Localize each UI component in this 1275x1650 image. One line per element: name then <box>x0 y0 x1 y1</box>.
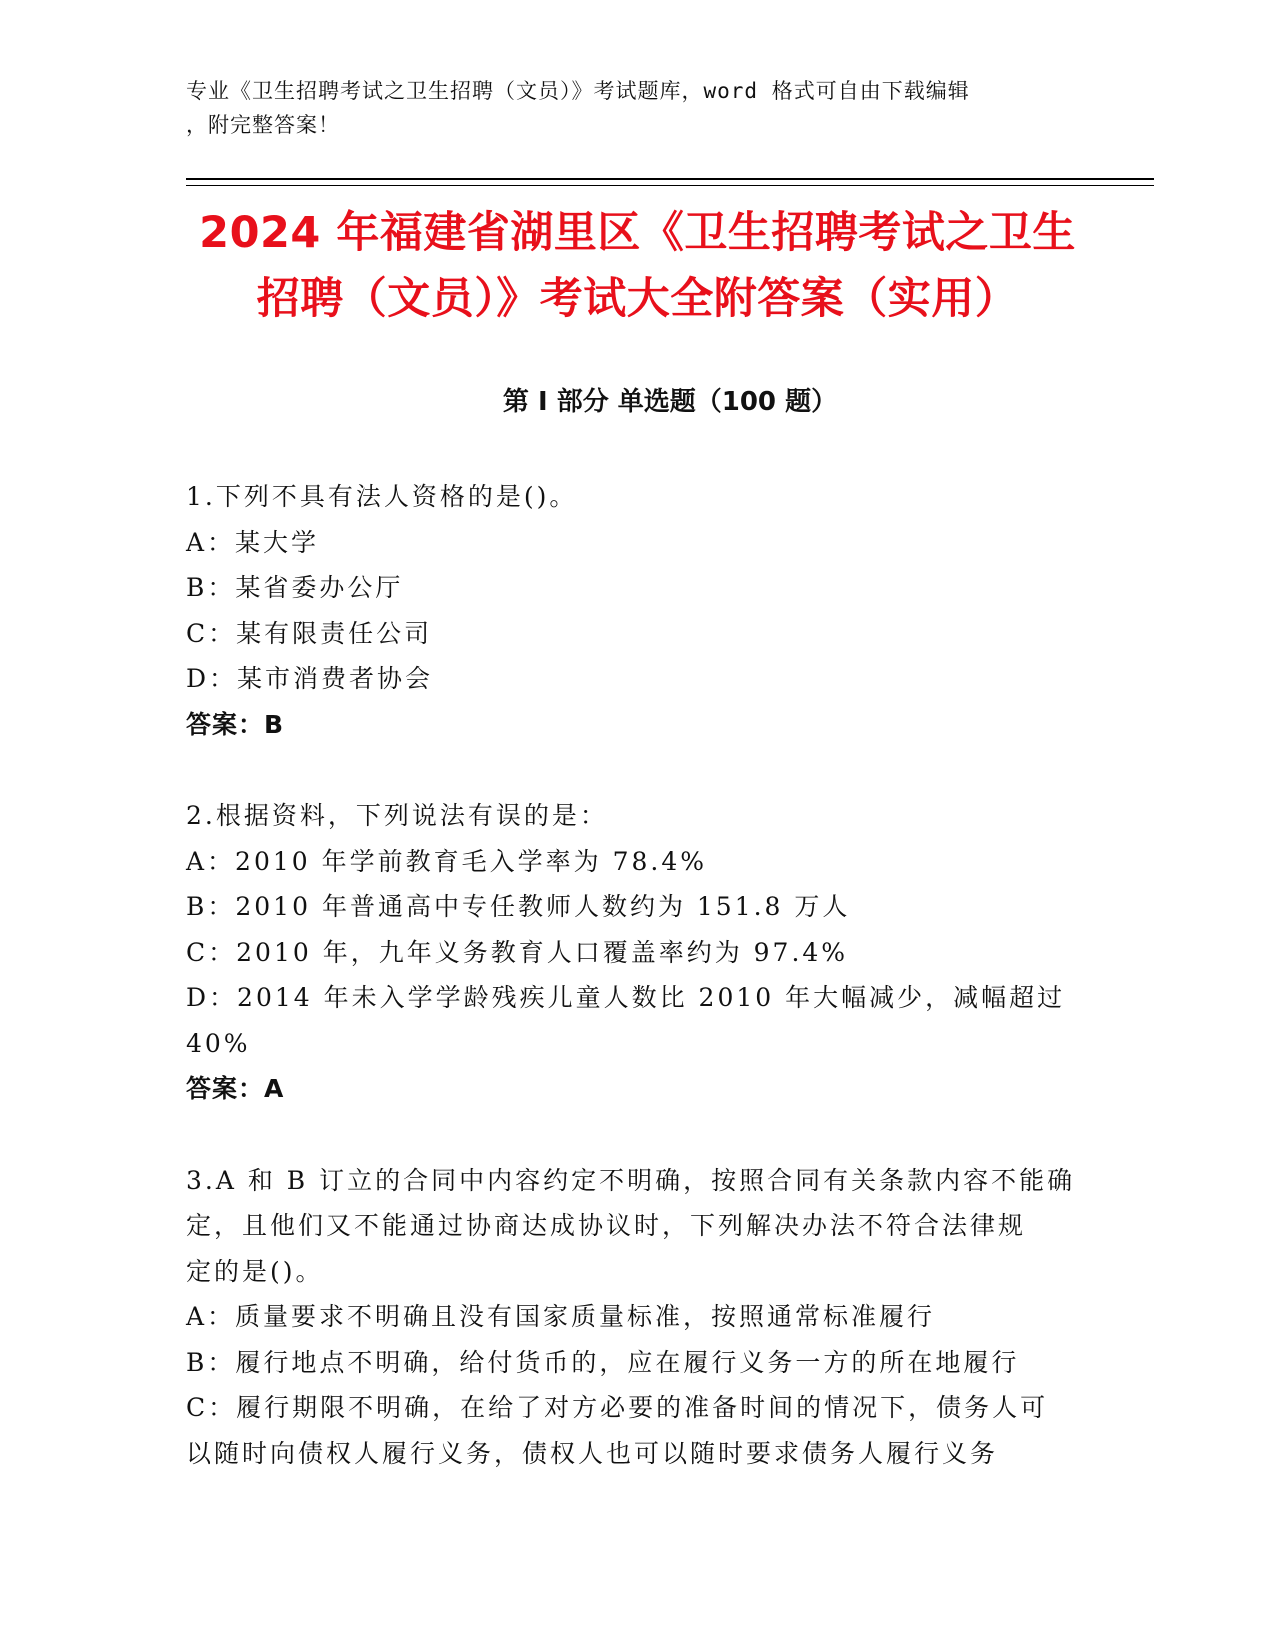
title-line: 2024 年福建省湖里区《卫生招聘考试之卫生 <box>199 208 1076 258</box>
header-note <box>186 74 1066 142</box>
answer-option: 40% <box>186 1028 251 1058</box>
answer-key: 答案：B <box>186 709 285 739</box>
answer-option: C：履行期限不明确，在给了对方必要的准备时间的情况下，债务人可 <box>186 1393 1049 1422</box>
section-heading: 第 I 部分 单选题（100 题） <box>502 387 838 417</box>
answer-option: A：某大学 <box>186 527 320 557</box>
answer-key: 答案：A <box>186 1074 285 1103</box>
question-stem: 3.A 和 B 订立的合同中内容约定不明确，按照合同有关条款内容不能确 <box>186 1165 1076 1195</box>
title-line: 招聘（文员）》考试大全附答案（实用） <box>256 274 1019 324</box>
answer-option: D：2014 年未入学学龄残疾儿童人数比 2010 年大幅减少，减幅超过 <box>186 983 1066 1012</box>
question-stem: 1.下列不具有法人资格的是()。 <box>186 482 578 511</box>
question-block <box>186 1158 1086 1477</box>
header-divider <box>186 178 1154 180</box>
answer-option: B：履行地点不明确，给付货币的，应在履行义务一方的所在地履行 <box>186 1347 1020 1377</box>
question-block <box>186 474 1086 747</box>
question-list <box>186 474 1086 1522</box>
question-block <box>186 793 1086 1112</box>
answer-option: A：质量要求不明确且没有国家质量标准，按照通常标准履行 <box>186 1302 936 1331</box>
document-title <box>120 200 1155 332</box>
question-stem: 定的是()。 <box>186 1256 324 1286</box>
header-divider-thin <box>186 185 1154 186</box>
header-note-line: ，附完整答案！ <box>186 113 340 137</box>
header-note-line: 专业《卫生招聘考试之卫生招聘（文员）》考试题库，word 格式可自由下载编辑 <box>186 79 970 103</box>
question-stem: 定，且他们又不能通过协商达成协议时，下列解决办法不符合法律规 <box>186 1211 1027 1240</box>
answer-option: B：2010 年普通高中专任教师人数约为 151.8 万人 <box>186 892 851 921</box>
answer-option: 以随时向债权人履行义务，债权人也可以随时要求债务人履行义务 <box>186 1438 999 1468</box>
answer-option: D：某市消费者协会 <box>186 664 434 693</box>
answer-option: A：2010 年学前教育毛入学率为 78.4% <box>186 846 707 876</box>
answer-option: B：某省委办公厅 <box>186 573 404 602</box>
answer-option: C：2010 年，九年义务教育人口覆盖率约为 97.4% <box>186 937 849 967</box>
answer-option: C：某有限责任公司 <box>186 618 433 648</box>
question-stem: 2.根据资料，下列说法有误的是： <box>186 801 608 830</box>
